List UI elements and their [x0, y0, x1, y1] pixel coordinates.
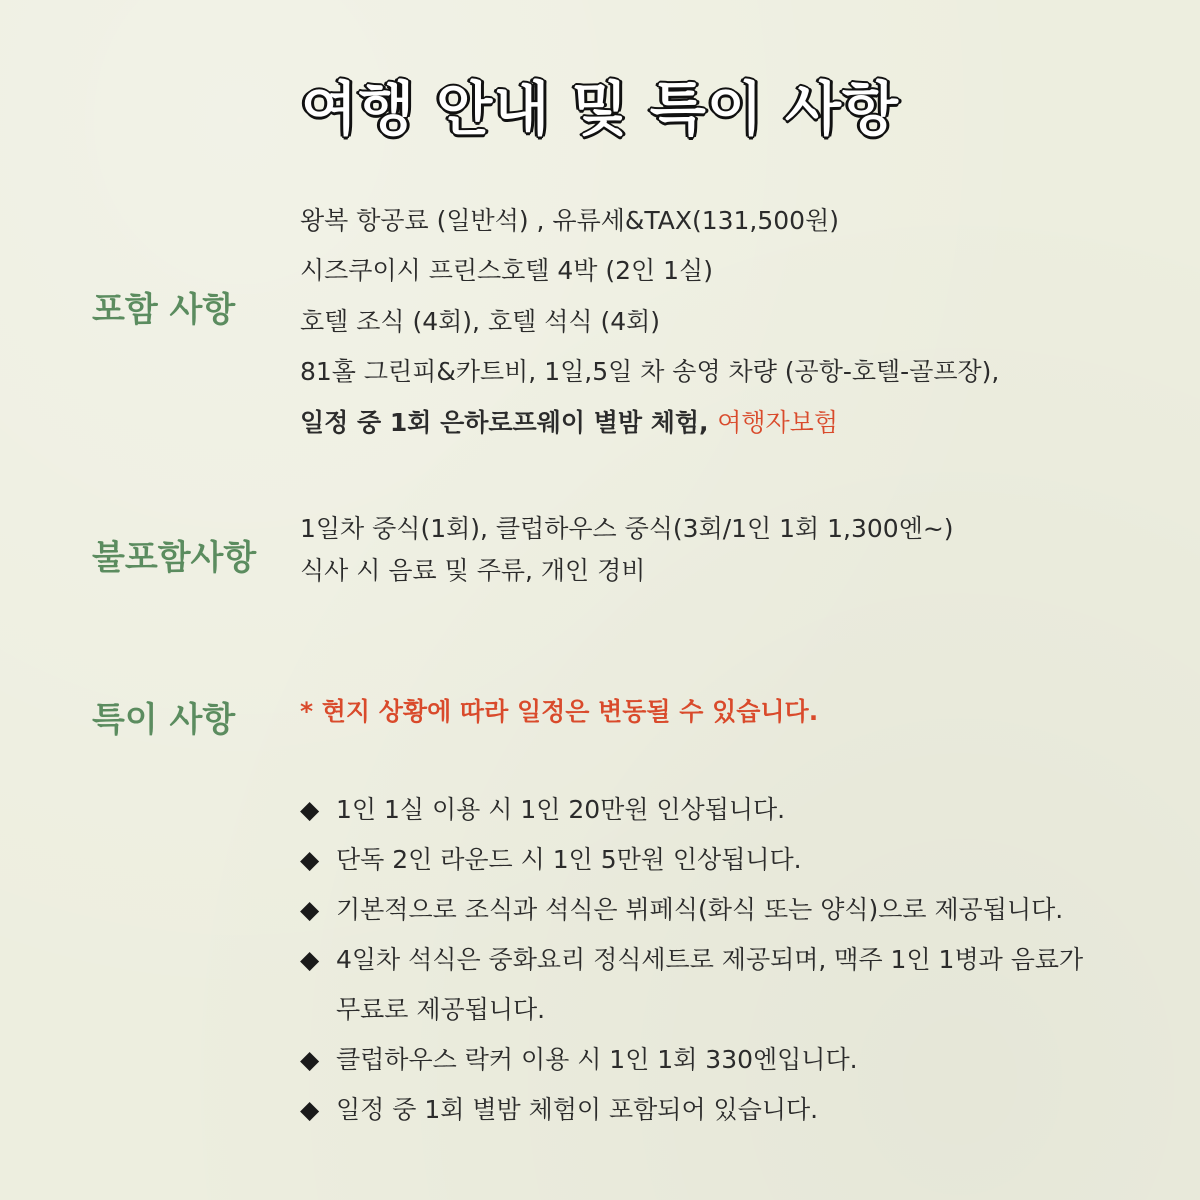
section-label-excluded: 불포함사항: [92, 538, 257, 578]
page-title: 여행 안내 및 특이 사항: [300, 75, 900, 143]
note-bullet-3: [300, 895, 1063, 925]
diamond-bullet-icon: ◆: [300, 945, 320, 974]
schedule-change-warning: * 현지 상황에 따라 일정은 변동될 수 있습니다.: [300, 697, 819, 726]
note-text: 일정 중 1회 별밤 체험이 포함되어 있습니다.: [336, 1095, 819, 1124]
section-label-included: 포함 사항: [92, 290, 236, 330]
excluded-line-2: 식사 시 음료 및 주류, 개인 경비: [300, 556, 646, 585]
diamond-bullet-icon: ◆: [300, 895, 320, 924]
diamond-bullet-icon: ◆: [300, 795, 320, 824]
note-text: 클럽하우스 락커 이용 시 1인 1회 330엔입니다.: [336, 1045, 858, 1074]
included-line-2: 시즈쿠이시 프린스호텔 4박 (2인 1실): [300, 256, 713, 285]
insurance-highlight: 여행자보험: [717, 408, 838, 437]
note-text: 1인 1실 이용 시 1인 20만원 인상됩니다.: [336, 795, 786, 824]
note-bullet-4: [300, 945, 1083, 975]
included-line-3: 호텔 조식 (4회), 호텔 석식 (4회): [300, 307, 661, 336]
included-line-5-bold: 일정 중 1회 은하로프웨이 별밤 체험,: [300, 408, 718, 437]
note-bullet-5: [300, 1045, 858, 1075]
diamond-bullet-icon: ◆: [300, 1095, 320, 1124]
diamond-bullet-icon: ◆: [300, 1045, 320, 1074]
included-line-4: 81홀 그린피&카트비, 1일,5일 차 송영 차량 (공항-호텔-골프장),: [300, 357, 1000, 386]
section-label-notes: 특이 사항: [92, 700, 236, 740]
note-bullet-6: [300, 1095, 818, 1125]
excluded-line-1: 1일차 중식(1회), 클럽하우스 중식(3회/1인 1회 1,300엔~): [300, 514, 954, 543]
included-line-1: 왕복 항공료 (일반석) , 유류세&TAX(131,500원): [300, 206, 839, 235]
note-bullet-2: [300, 845, 802, 875]
note-text: 단독 2인 라운드 시 1인 5만원 인상됩니다.: [336, 845, 802, 874]
note-text: 4일차 석식은 중화요리 정식세트로 제공되며, 맥주 1인 1병과 음료가: [336, 945, 1084, 974]
note-bullet-4-continuation: 무료로 제공됩니다.: [336, 995, 546, 1024]
diamond-bullet-icon: ◆: [300, 845, 320, 874]
note-bullet-1: [300, 795, 785, 825]
included-line-5: [300, 408, 838, 438]
note-text: 기본적으로 조식과 석식은 뷔페식(화식 또는 양식)으로 제공됩니다.: [336, 895, 1064, 924]
